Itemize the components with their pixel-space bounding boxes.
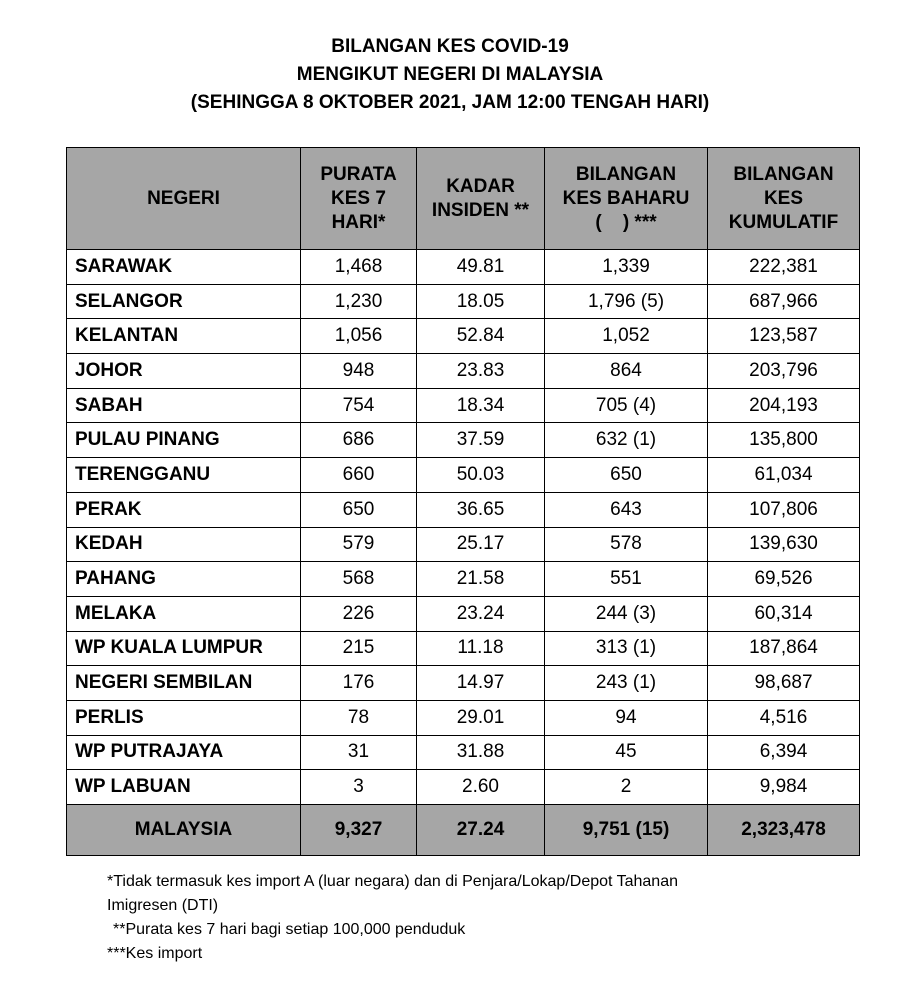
cell-negeri: SELANGOR bbox=[67, 284, 301, 319]
header-purata-line-3: HARI* bbox=[331, 211, 386, 233]
header-baharu-line-3: ( ) *** bbox=[595, 211, 657, 233]
cell-negeri: SARAWAK bbox=[67, 250, 301, 285]
header-negeri-label: NEGERI bbox=[147, 187, 220, 209]
cell-baharu: 1,796 (5) bbox=[545, 284, 708, 319]
cell-kumulatif: 69,526 bbox=[708, 562, 860, 597]
table-row bbox=[67, 250, 860, 285]
cell-baharu: 313 (1) bbox=[545, 631, 708, 666]
cell-kumulatif: 204,193 bbox=[708, 388, 860, 423]
cell-purata: 1,230 bbox=[301, 284, 417, 319]
table-row bbox=[67, 284, 860, 319]
cell-kumulatif: 222,381 bbox=[708, 250, 860, 285]
table-row bbox=[67, 596, 860, 631]
cell-baharu: 1,052 bbox=[545, 319, 708, 354]
table-row bbox=[67, 423, 860, 458]
cell-baharu: 243 (1) bbox=[545, 666, 708, 701]
table-header-row bbox=[67, 148, 860, 250]
cell-kumulatif: 61,034 bbox=[708, 458, 860, 493]
cell-kumulatif: 687,966 bbox=[708, 284, 860, 319]
cell-kumulatif: 98,687 bbox=[708, 666, 860, 701]
footnote-1-line-2: Imigresen (DTI) bbox=[107, 897, 219, 914]
cell-kadar: 11.18 bbox=[417, 631, 545, 666]
document-title bbox=[0, 33, 900, 117]
cell-baharu: 705 (4) bbox=[545, 388, 708, 423]
cell-purata: 226 bbox=[301, 596, 417, 631]
cell-kumulatif: 9,984 bbox=[708, 770, 860, 805]
cell-baharu: 94 bbox=[545, 700, 708, 735]
cell-kadar: 31.88 bbox=[417, 735, 545, 770]
cell-kumulatif: 139,630 bbox=[708, 527, 860, 562]
cell-negeri: KELANTAN bbox=[67, 319, 301, 354]
title-line-1: BILANGAN KES COVID-19 bbox=[331, 36, 569, 57]
cell-baharu: 2 bbox=[545, 770, 708, 805]
cell-kumulatif: 4,516 bbox=[708, 700, 860, 735]
cell-kumulatif: 107,806 bbox=[708, 492, 860, 527]
header-kadar bbox=[417, 148, 545, 250]
total-negeri: MALAYSIA bbox=[67, 805, 301, 856]
cell-baharu: 244 (3) bbox=[545, 596, 708, 631]
cell-baharu: 1,339 bbox=[545, 250, 708, 285]
header-baharu bbox=[545, 148, 708, 250]
footnotes bbox=[107, 870, 827, 966]
cell-purata: 568 bbox=[301, 562, 417, 597]
cell-baharu: 578 bbox=[545, 527, 708, 562]
table-row bbox=[67, 666, 860, 701]
table-row bbox=[67, 527, 860, 562]
header-purata-line-2: KES 7 bbox=[331, 187, 386, 209]
cell-negeri: SABAH bbox=[67, 388, 301, 423]
cell-purata: 215 bbox=[301, 631, 417, 666]
cell-kadar: 23.83 bbox=[417, 354, 545, 389]
footnote-3: ***Kes import bbox=[107, 945, 203, 962]
covid-cases-table bbox=[66, 147, 860, 856]
cell-kumulatif: 60,314 bbox=[708, 596, 860, 631]
cell-baharu: 864 bbox=[545, 354, 708, 389]
cell-purata: 176 bbox=[301, 666, 417, 701]
cell-kadar: 18.34 bbox=[417, 388, 545, 423]
table-row bbox=[67, 458, 860, 493]
cell-kadar: 36.65 bbox=[417, 492, 545, 527]
cell-kumulatif: 123,587 bbox=[708, 319, 860, 354]
header-kadar-line-2: INSIDEN ** bbox=[431, 199, 530, 221]
cell-purata: 78 bbox=[301, 700, 417, 735]
cell-negeri: TERENGGANU bbox=[67, 458, 301, 493]
table-row bbox=[67, 388, 860, 423]
header-negeri bbox=[67, 148, 301, 250]
cell-kadar: 50.03 bbox=[417, 458, 545, 493]
cell-kadar: 49.81 bbox=[417, 250, 545, 285]
cell-negeri: PERAK bbox=[67, 492, 301, 527]
table-row bbox=[67, 319, 860, 354]
cell-purata: 31 bbox=[301, 735, 417, 770]
table-row bbox=[67, 735, 860, 770]
header-baharu-line-2: KES BAHARU bbox=[562, 187, 690, 209]
cell-kadar: 14.97 bbox=[417, 666, 545, 701]
cell-negeri: KEDAH bbox=[67, 527, 301, 562]
title-line-3: (SEHINGGA 8 OKTOBER 2021, JAM 12:00 TENGAH HARI) bbox=[190, 92, 710, 113]
cell-negeri: JOHOR bbox=[67, 354, 301, 389]
cell-kadar: 23.24 bbox=[417, 596, 545, 631]
cell-purata: 3 bbox=[301, 770, 417, 805]
table-row bbox=[67, 492, 860, 527]
cell-baharu: 551 bbox=[545, 562, 708, 597]
footnote-2: **Purata kes 7 hari bagi setiap 100,000 penduduk bbox=[113, 921, 466, 938]
cell-negeri: PAHANG bbox=[67, 562, 301, 597]
cell-kumulatif: 203,796 bbox=[708, 354, 860, 389]
total-purata: 9,327 bbox=[301, 805, 417, 856]
cell-purata: 686 bbox=[301, 423, 417, 458]
header-kadar-line-1: KADAR bbox=[446, 175, 515, 197]
cell-kumulatif: 187,864 bbox=[708, 631, 860, 666]
table-row bbox=[67, 354, 860, 389]
cell-kadar: 37.59 bbox=[417, 423, 545, 458]
cell-baharu: 650 bbox=[545, 458, 708, 493]
cell-kumulatif: 135,800 bbox=[708, 423, 860, 458]
cell-purata: 650 bbox=[301, 492, 417, 527]
cell-baharu: 643 bbox=[545, 492, 708, 527]
cell-purata: 1,056 bbox=[301, 319, 417, 354]
table-row bbox=[67, 700, 860, 735]
table-row bbox=[67, 770, 860, 805]
cell-purata: 1,468 bbox=[301, 250, 417, 285]
header-purata-line-1: PURATA bbox=[320, 163, 397, 185]
header-baharu-line-1: BILANGAN bbox=[575, 163, 677, 185]
total-baharu: 9,751 (15) bbox=[545, 805, 708, 856]
cell-kadar: 2.60 bbox=[417, 770, 545, 805]
total-kadar: 27.24 bbox=[417, 805, 545, 856]
header-kumulatif-line-3: KUMULATIF bbox=[728, 211, 839, 233]
cell-negeri: NEGERI SEMBILAN bbox=[67, 666, 301, 701]
cell-kadar: 21.58 bbox=[417, 562, 545, 597]
cell-negeri: PULAU PINANG bbox=[67, 423, 301, 458]
header-kumulatif bbox=[708, 148, 860, 250]
cell-negeri: WP PUTRAJAYA bbox=[67, 735, 301, 770]
header-kumulatif-line-1: BILANGAN bbox=[733, 163, 834, 185]
title-line-2: MENGIKUT NEGERI DI MALAYSIA bbox=[296, 64, 604, 85]
cell-purata: 948 bbox=[301, 354, 417, 389]
cell-purata: 579 bbox=[301, 527, 417, 562]
cell-negeri: WP LABUAN bbox=[67, 770, 301, 805]
cell-kadar: 25.17 bbox=[417, 527, 545, 562]
table-total-row bbox=[67, 805, 860, 856]
cell-kadar: 29.01 bbox=[417, 700, 545, 735]
cell-negeri: MELAKA bbox=[67, 596, 301, 631]
cell-purata: 754 bbox=[301, 388, 417, 423]
footnote-1-line-1: *Tidak termasuk kes import A (luar negara) dan di Penjara/Lokap/Depot Tahanan bbox=[107, 873, 678, 890]
cell-kumulatif: 6,394 bbox=[708, 735, 860, 770]
total-kumulatif: 2,323,478 bbox=[708, 805, 860, 856]
cell-negeri: PERLIS bbox=[67, 700, 301, 735]
cell-baharu: 632 (1) bbox=[545, 423, 708, 458]
table-row bbox=[67, 631, 860, 666]
header-purata bbox=[301, 148, 417, 250]
cell-kadar: 52.84 bbox=[417, 319, 545, 354]
cell-kadar: 18.05 bbox=[417, 284, 545, 319]
cell-purata: 660 bbox=[301, 458, 417, 493]
cell-negeri: WP KUALA LUMPUR bbox=[67, 631, 301, 666]
cell-baharu: 45 bbox=[545, 735, 708, 770]
table-row bbox=[67, 562, 860, 597]
header-kumulatif-line-2: KES bbox=[763, 187, 804, 209]
